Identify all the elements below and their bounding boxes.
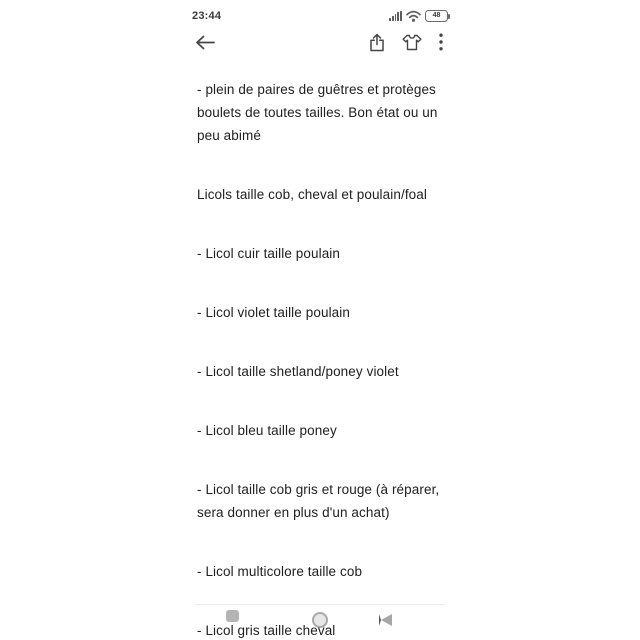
bottom-divider (194, 604, 446, 605)
home-circle-icon[interactable] (312, 612, 328, 628)
wifi-icon (406, 10, 421, 22)
text-line: - Licol cuir taille poulain (197, 246, 341, 261)
text-line: - Licol bleu taille poney (197, 423, 337, 438)
kebab-menu-icon (439, 33, 443, 51)
battery-percent: 48 (432, 12, 441, 19)
text-line: - plein de paires de guêtres et protèges (197, 82, 436, 97)
text-line: - Licol taille shetland/poney violet (197, 364, 399, 379)
text-line: - Licol violet taille poulain (197, 305, 350, 320)
text-line: Licols taille cob, cheval et poulain/foal (197, 187, 427, 202)
paragraph (197, 301, 450, 324)
text-line: peu abimé (197, 128, 261, 143)
text-line: - Licol taille cob gris et rouge (à réparer, (197, 482, 440, 497)
app-bar-actions (369, 33, 443, 52)
clock-time: 23:44 (192, 9, 222, 22)
status-bar (192, 7, 448, 24)
paragraph (197, 183, 450, 206)
text-line: boulets de toutes tailles. Bon état ou un (197, 105, 438, 120)
text-line: - Licol multicolore taille cob (197, 564, 363, 579)
text-line: - Licol gris taille cheval (197, 623, 336, 638)
back-button[interactable] (195, 35, 215, 50)
paragraph (197, 419, 450, 442)
text-line: sera donner en plus d'un achat) (197, 505, 390, 520)
more-options-button[interactable] (439, 33, 443, 51)
wardrobe-button[interactable] (402, 34, 422, 51)
paragraph (197, 560, 450, 583)
back-triangle-icon[interactable] (379, 614, 392, 626)
document-body (197, 78, 450, 640)
clothing-tshirt-icon (402, 34, 422, 51)
cellular-signal-icon (389, 11, 402, 21)
recents-square-icon[interactable] (226, 610, 239, 622)
paragraph (197, 78, 450, 147)
share-button[interactable] (369, 33, 385, 52)
phone-screen (190, 0, 450, 640)
share-icon (369, 33, 385, 52)
paragraph (197, 478, 450, 524)
battery-icon (425, 10, 448, 22)
paragraph (197, 360, 450, 383)
app-bar (195, 29, 443, 55)
back-arrow-icon (195, 35, 215, 50)
paragraph (197, 242, 450, 265)
status-icons (389, 10, 448, 22)
